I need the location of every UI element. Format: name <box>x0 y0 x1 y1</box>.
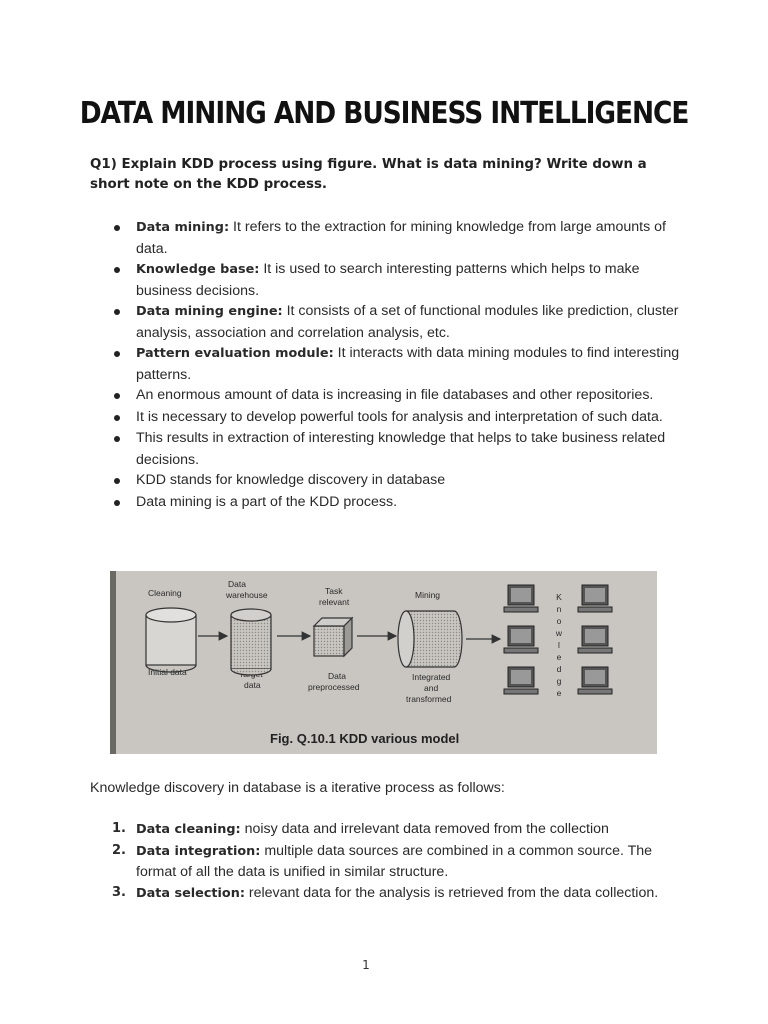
step-number: 2. <box>112 842 126 858</box>
kdd-diagram <box>110 571 657 754</box>
knowledge-letter: w <box>555 628 563 638</box>
list-item-term: Data mining: <box>136 220 230 235</box>
knowledge-letter: g <box>556 676 562 686</box>
transformed-cylinder <box>398 611 462 667</box>
list-item <box>90 819 690 841</box>
intro-text: Knowledge discovery in database is a iterative process as follows: <box>90 780 505 796</box>
label-transformed: transformed <box>406 694 452 704</box>
label-data-warehouse-2: warehouse <box>226 590 268 600</box>
computer-icon-group-left <box>504 585 538 694</box>
list-item <box>90 841 690 883</box>
label-initial-data: Initial data <box>148 667 187 677</box>
computer-icon-group-right <box>578 585 612 694</box>
list-item <box>90 470 690 492</box>
list-item <box>90 883 690 905</box>
list-item-text: It consists of a set of functional modules like prediction, cluster analysis, association and correlation analysis, etc. <box>136 303 679 341</box>
page-number: 1 <box>362 958 370 972</box>
list-item <box>90 259 690 301</box>
list-item <box>90 385 690 407</box>
preprocessed-cube <box>314 618 352 656</box>
label-task: Task <box>325 586 343 596</box>
definition-list <box>90 217 690 513</box>
knowledge-letter: l <box>558 640 560 650</box>
step-number: 1. <box>112 821 126 836</box>
step-number: 3. <box>112 884 126 900</box>
list-item-term: Pattern evaluation module: <box>136 346 334 361</box>
label-data-warehouse: Data <box>228 579 246 589</box>
label-target-data: data <box>244 680 261 690</box>
page-title: DATA MINING AND BUSINESS INTELLIGENCE <box>79 96 689 131</box>
list-item-text: It interacts with data mining modules to find interesting patterns. <box>136 345 680 383</box>
knowledge-letter: n <box>556 604 562 614</box>
list-item-text: It is necessary to develop powerful tools for analysis and interpretation of such data. <box>136 408 663 425</box>
list-item-text: It refers to the extraction for mining knowledge from large amounts of data. <box>136 219 666 257</box>
label-data-pre: Data <box>328 671 346 681</box>
label-data-preprocessed: preprocessed <box>308 682 360 692</box>
list-item <box>90 407 690 429</box>
knowledge-letter: e <box>556 688 562 698</box>
knowledge-letter: o <box>556 616 562 626</box>
list-item-text: This results in extraction of interesting knowledge that helps to take business related decisions. <box>136 430 666 468</box>
kdd-figure <box>110 571 657 754</box>
list-item <box>90 217 690 259</box>
question-heading: Q1) Explain KDD process using figure. What is data mining? Write down a short note on the KDD process. <box>90 157 647 192</box>
step-term: Data selection: <box>136 885 245 901</box>
label-integrated: Integrated <box>412 672 451 682</box>
list-item-text: An enormous amount of data is increasing in file databases and other repositories. <box>136 387 654 403</box>
label-cleaning: Cleaning <box>148 588 182 598</box>
list-item-text: KDD stands for knowledge discovery in database <box>136 472 446 488</box>
list-item-term: Data mining engine: <box>136 304 283 319</box>
list-item <box>90 428 690 470</box>
initial-data-cylinder <box>146 608 196 672</box>
label-mining: Mining <box>415 590 441 600</box>
step-term: Data integration: <box>136 843 261 859</box>
label-and: and <box>424 683 439 693</box>
label-task-relevant: relevant <box>319 597 350 607</box>
figure-caption: Fig. Q.10.1 KDD various model <box>270 731 460 746</box>
list-item <box>90 301 690 343</box>
list-item-text: It is used to search interesting patterns which helps to make business decisions. <box>136 261 640 299</box>
list-item <box>90 492 690 514</box>
list-item-text: Data mining is a part of the KDD process. <box>136 493 398 510</box>
step-text: multiple data sources are combined in a common source. The format of all the data is unified in similar structure. <box>136 842 653 880</box>
list-item <box>90 343 690 385</box>
knowledge-letter: K <box>556 592 562 602</box>
target-data-cylinder <box>231 609 271 675</box>
step-text: noisy data and irrelevant data removed from the collection <box>240 821 609 837</box>
steps-list <box>90 819 690 904</box>
step-text: relevant data for the analysis is retrieved from the data collection. <box>244 884 659 901</box>
knowledge-letter: e <box>556 652 562 662</box>
step-term: Data cleaning: <box>136 822 241 837</box>
list-item-term: Knowledge base: <box>136 262 260 277</box>
knowledge-letter: d <box>556 664 562 674</box>
